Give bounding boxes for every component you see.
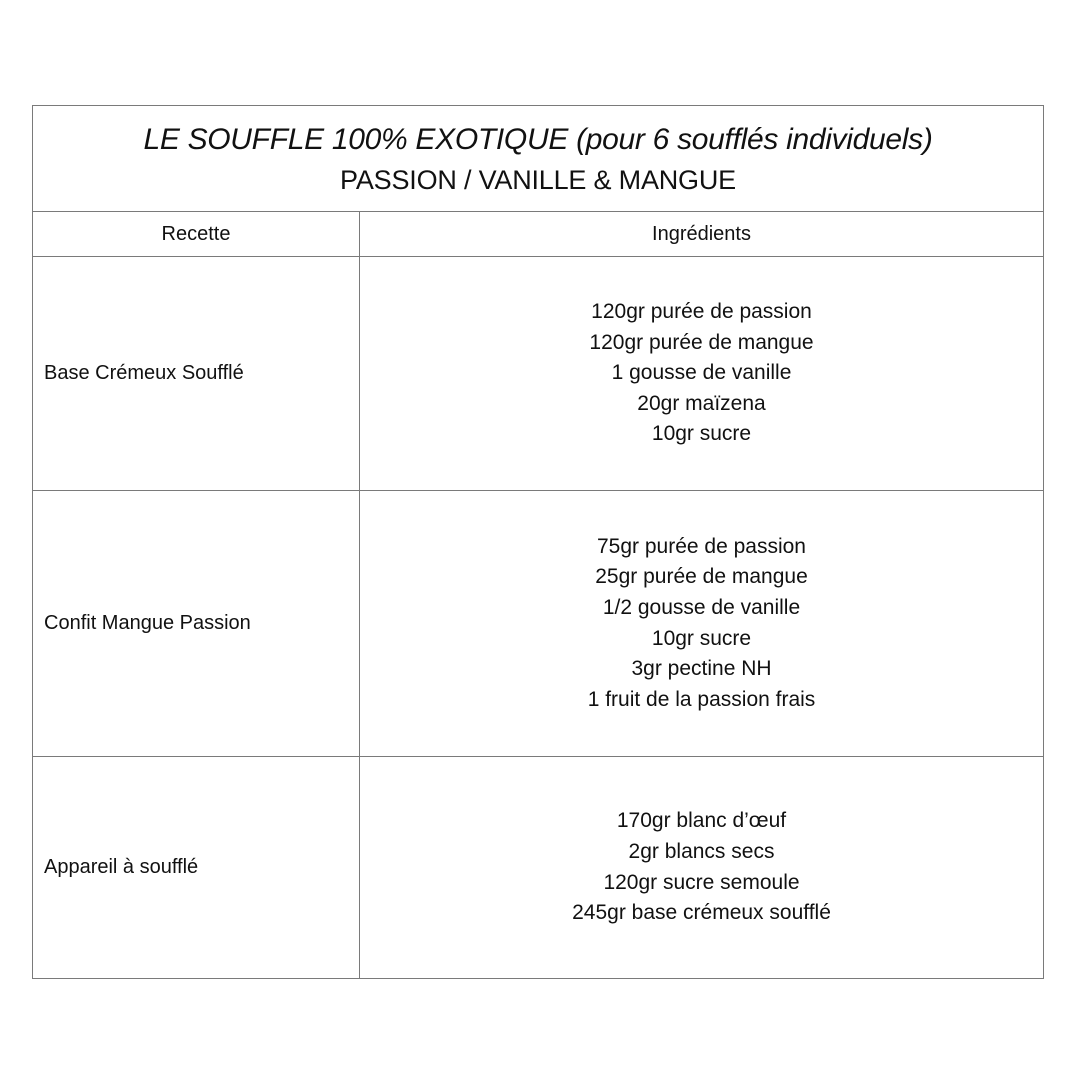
- header-row: [33, 212, 1044, 257]
- table-row: [33, 491, 1044, 757]
- ingredient-item: 170gr blanc d’œuf: [616, 809, 787, 833]
- ingredient-item: 2gr blancs secs: [628, 839, 775, 863]
- table-row: [33, 757, 1044, 979]
- ingredient-list: [360, 257, 1044, 491]
- ingredient-item: 120gr purée de mangue: [589, 330, 814, 354]
- ingredient-item: 120gr purée de passion: [591, 300, 812, 324]
- column-header-recette: Recette: [33, 212, 360, 257]
- recipe-table: [32, 105, 1044, 979]
- recipe-title: LE SOUFFLE 100% EXOTIQUE (pour 6 soufflés individuels): [143, 122, 933, 156]
- ingredient-list: [360, 491, 1044, 757]
- ingredient-item: 245gr base crémeux soufflé: [572, 901, 831, 925]
- title-row: [33, 106, 1044, 212]
- ingredient-item: 3gr pectine NH: [631, 657, 772, 681]
- column-header-ingredients: Ingrédients: [360, 212, 1044, 257]
- ingredient-item: 75gr purée de passion: [597, 534, 806, 558]
- ingredient-item: 25gr purée de mangue: [595, 565, 808, 589]
- recipe-name: Appareil à soufflé: [33, 757, 360, 979]
- ingredient-item: 120gr sucre semoule: [603, 870, 800, 894]
- ingredient-item: 10gr sucre: [651, 626, 752, 650]
- ingredient-item: 1 fruit de la passion frais: [587, 687, 816, 711]
- table-row: [33, 257, 1044, 491]
- ingredient-list: [360, 757, 1044, 979]
- ingredient-item: 1/2 gousse de vanille: [602, 595, 801, 619]
- recipe-name: Base Crémeux Soufflé: [33, 257, 360, 491]
- ingredient-item: 20gr maïzena: [637, 391, 766, 415]
- ingredient-item: 1 gousse de vanille: [611, 361, 792, 385]
- recipe-name: Confit Mangue Passion: [33, 491, 360, 757]
- recipe-subtitle: PASSION / VANILLE & MANGUE: [340, 164, 736, 195]
- title-cell: [33, 106, 1044, 212]
- ingredient-item: 10gr sucre: [651, 422, 752, 446]
